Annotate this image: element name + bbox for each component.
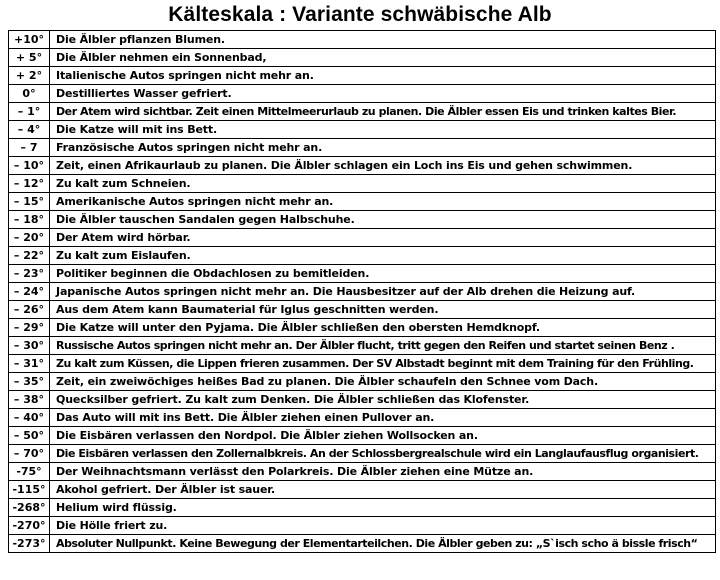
description-cell: Zeit, einen Afrikaurlaub zu planen. Die Älbler schlagen ein Loch ins Eis und gehen schwimmen. (50, 157, 716, 175)
temperature-cell: – 20° (9, 229, 50, 247)
description-cell: Zu kalt zum Eislaufen. (50, 247, 716, 265)
temperature-cell: +10° (9, 31, 50, 49)
description-cell: Französische Autos springen nicht mehr an. (50, 139, 716, 157)
table-row (9, 391, 716, 409)
temperature-cell: – 70° (9, 445, 50, 463)
table-row (9, 157, 716, 175)
description-cell: Amerikanische Autos springen nicht mehr an. (50, 193, 716, 211)
table-row (9, 481, 716, 499)
table-row (9, 175, 716, 193)
temperature-cell: – 23° (9, 265, 50, 283)
temperature-cell: – 24° (9, 283, 50, 301)
table-row (9, 319, 716, 337)
description-cell: Absoluter Nullpunkt. Keine Bewegung der Elementarteilchen. Die Älbler geben zu: „S`isch scho ä bissle frisch“ (50, 535, 716, 553)
temperature-cell: – 22° (9, 247, 50, 265)
description-cell: Die Hölle friert zu. (50, 517, 716, 535)
description-cell: Helium wird flüssig. (50, 499, 716, 517)
temperature-cell: 0° (9, 85, 50, 103)
description-cell: Der Atem wird sichtbar. Zeit einen Mittelmeerurlaub zu planen. Die Älbler essen Eis und trinken kaltes Bier. (50, 103, 716, 121)
temperature-cell: – 38° (9, 391, 50, 409)
temperature-cell: -270° (9, 517, 50, 535)
description-cell: Die Älbler pflanzen Blumen. (50, 31, 716, 49)
description-cell: Akohol gefriert. Der Älbler ist sauer. (50, 481, 716, 499)
cold-scale-table (8, 30, 716, 553)
temperature-cell: -273° (9, 535, 50, 553)
temperature-cell: -115° (9, 481, 50, 499)
description-cell: Destilliertes Wasser gefriert. (50, 85, 716, 103)
description-cell: Die Katze will mit ins Bett. (50, 121, 716, 139)
table-row (9, 283, 716, 301)
description-cell: Zu kalt zum Schneien. (50, 175, 716, 193)
table-row (9, 409, 716, 427)
temperature-cell: – 18° (9, 211, 50, 229)
description-cell: Quecksilber gefriert. Zu kalt zum Denken. Die Älbler schließen das Klofenster. (50, 391, 716, 409)
temperature-cell: -75° (9, 463, 50, 481)
table-row (9, 463, 716, 481)
table-row (9, 31, 716, 49)
table-row (9, 499, 716, 517)
temperature-cell: – 31° (9, 355, 50, 373)
description-cell: Zeit, ein zweiwöchiges heißes Bad zu planen. Die Älbler schaufeln den Schnee vom Dach. (50, 373, 716, 391)
description-cell: Aus dem Atem kann Baumaterial für Iglus geschnitten werden. (50, 301, 716, 319)
table-row (9, 355, 716, 373)
table-row (9, 103, 716, 121)
table-row (9, 337, 716, 355)
table-row (9, 445, 716, 463)
table-row (9, 121, 716, 139)
temperature-cell: – 12° (9, 175, 50, 193)
description-cell: Zu kalt zum Küssen, die Lippen frieren zusammen. Der SV Albstadt beginnt mit dem Training für den Frühling. (50, 355, 716, 373)
description-cell: Der Weihnachtsmann verlässt den Polarkreis. Die Älbler ziehen eine Mütze an. (50, 463, 716, 481)
description-cell: Der Atem wird hörbar. (50, 229, 716, 247)
table-row (9, 301, 716, 319)
table-row (9, 427, 716, 445)
table-row (9, 139, 716, 157)
table-row (9, 49, 716, 67)
description-cell: Die Katze will unter den Pyjama. Die Älbler schließen den obersten Hemdknopf. (50, 319, 716, 337)
temperature-cell: – 7 (9, 139, 50, 157)
table-row (9, 67, 716, 85)
table-row (9, 229, 716, 247)
description-cell: Politiker beginnen die Obdachlosen zu bemitleiden. (50, 265, 716, 283)
temperature-cell: – 26° (9, 301, 50, 319)
temperature-cell: – 15° (9, 193, 50, 211)
temperature-cell: – 40° (9, 409, 50, 427)
table-row (9, 211, 716, 229)
temperature-cell: + 2° (9, 67, 50, 85)
temperature-cell: + 5° (9, 49, 50, 67)
temperature-cell: – 35° (9, 373, 50, 391)
table-row (9, 85, 716, 103)
description-cell: Das Auto will mit ins Bett. Die Älbler ziehen einen Pullover an. (50, 409, 716, 427)
table-row (9, 517, 716, 535)
table-row (9, 265, 716, 283)
description-cell: Russische Autos springen nicht mehr an. Der Älbler flucht, tritt gegen den Reifen und startet seinen Benz . (50, 337, 716, 355)
table-row (9, 373, 716, 391)
temperature-cell: – 1° (9, 103, 50, 121)
temperature-cell: – 10° (9, 157, 50, 175)
temperature-cell: -268° (9, 499, 50, 517)
temperature-cell: – 4° (9, 121, 50, 139)
description-cell: Die Älbler tauschen Sandalen gegen Halbschuhe. (50, 211, 716, 229)
table-row (9, 193, 716, 211)
table-row (9, 247, 716, 265)
description-cell: Italienische Autos springen nicht mehr an. (50, 67, 716, 85)
description-cell: Die Älbler nehmen ein Sonnenbad, (50, 49, 716, 67)
page-title: Kälteskala : Variante schwäbische Alb (168, 3, 552, 26)
description-cell: Die Eisbären verlassen den Zollernalbkreis. An der Schlossbergrealschule wird ein Langlaufausflug organisiert. (50, 445, 716, 463)
temperature-cell: – 50° (9, 427, 50, 445)
description-cell: Japanische Autos springen nicht mehr an. Die Hausbesitzer auf der Alb drehen die Heizung auf. (50, 283, 716, 301)
temperature-cell: – 29° (9, 319, 50, 337)
description-cell: Die Eisbären verlassen den Nordpol. Die Älbler ziehen Wollsocken an. (50, 427, 716, 445)
table-row (9, 535, 716, 553)
cold-scale-table-body (9, 31, 716, 553)
temperature-cell: – 30° (9, 337, 50, 355)
